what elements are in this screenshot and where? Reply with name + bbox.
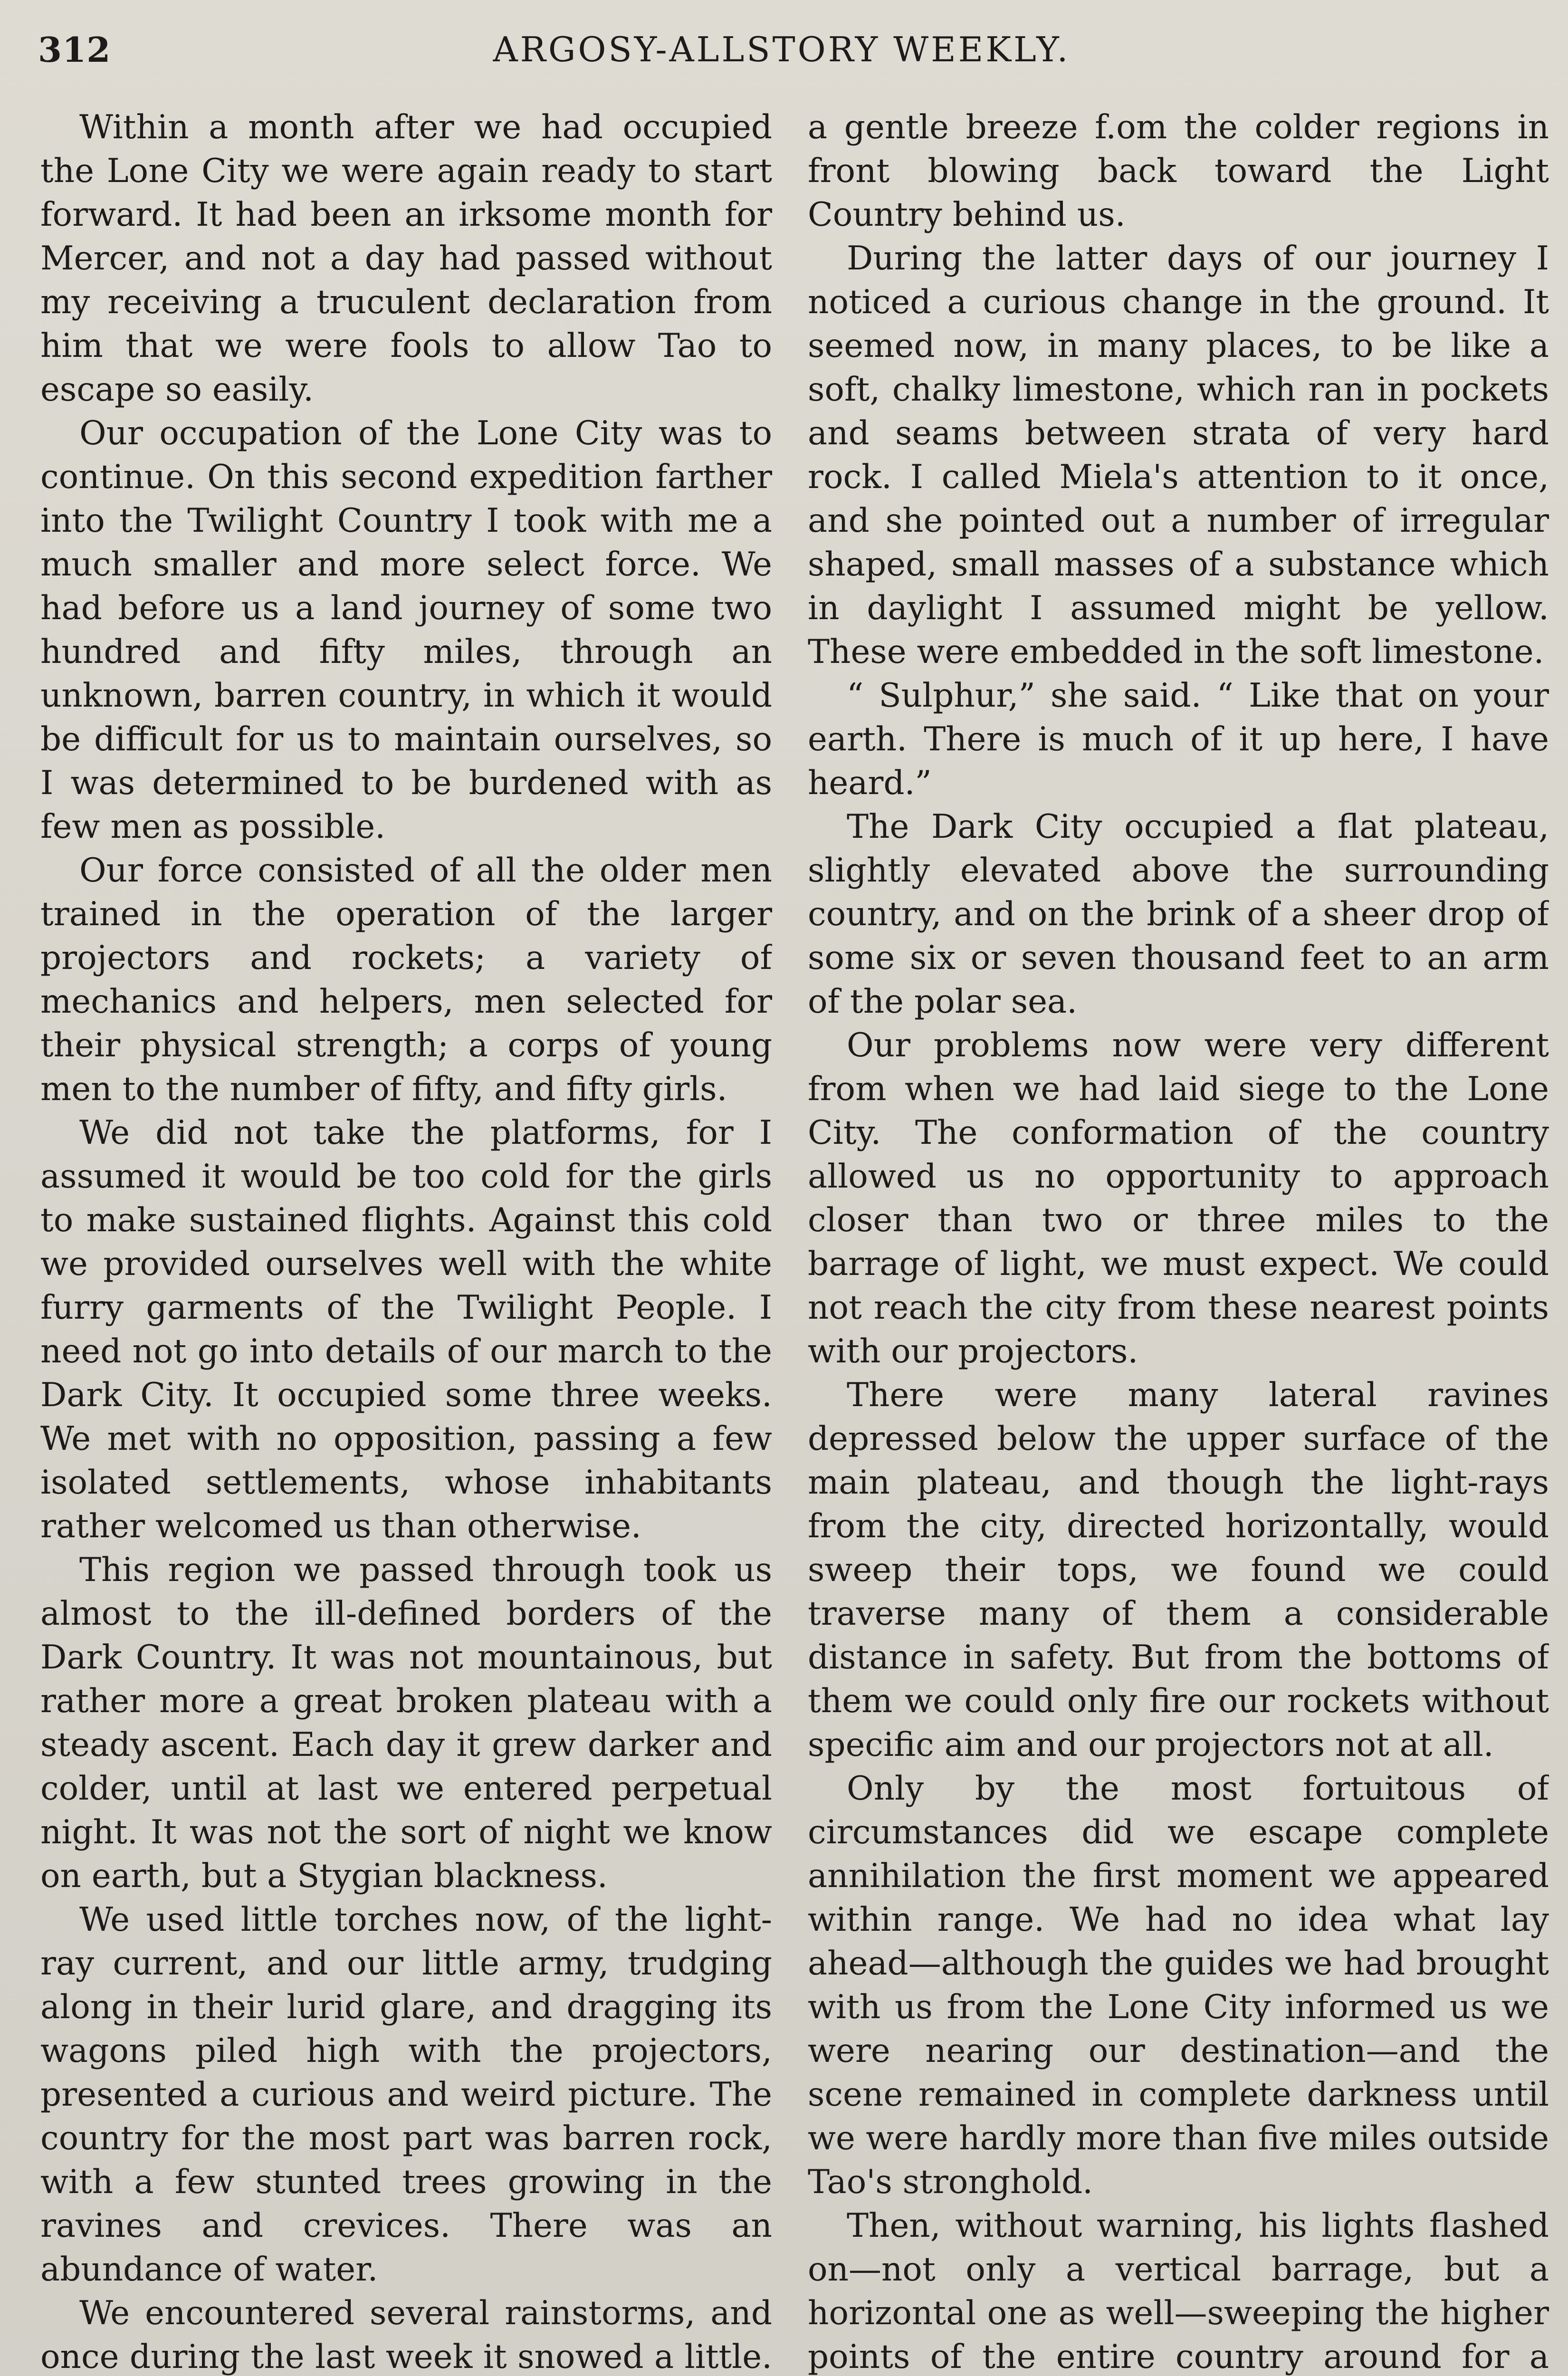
- paragraph: We did not take the platforms, for I assumed it would be too cold for the girls to make sustained flights. Against this cold we provided ourselves well with the white furry garments of the Twilight People. I need not go into details of our march to the Dark City. It occupied some three weeks. We met with no opposition, passing a few isolated settlements, whose inhabitants rather welcomed us than otherwise.: [40, 1114, 772, 1545]
- left-column: [40, 105, 772, 2376]
- right-column: [808, 105, 1549, 2376]
- paragraph: Then, without warning, his lights flashed on—not only a vertical barrage, but a horizontal one as well—sweeping the higher points of the entire country around for a: [808, 2207, 1549, 2376]
- page-number: 312: [38, 29, 111, 70]
- running-head: [33, 24, 1530, 81]
- paragraph: During the latter days of our journey I noticed a curious change in the ground. It seemed now, in many places, to be like a soft, chalky limestone, which ran in pockets and seams between strata of very hard rock. I called Miela's attention to it once, and she pointed out a number of irregular shaped, small masses of a substance which in daylight I assumed might be yellow. These were embedded in the soft limestone.: [808, 240, 1549, 671]
- paragraph: We encountered several rainstorms, and once during the last week it snowed a little.: [40, 2294, 772, 2376]
- paragraph: Our problems now were very different from when we had laid siege to the Lone City. The conformation of the country allowed us no opportunity to approach closer than two or three miles to the barrage of light, we must expect. We could not reach the city from these nearest points with our projectors.: [808, 1026, 1549, 1370]
- paragraph: Only by the most fortuitous of circumstances did we escape complete annihilation the first moment we appeared within range. We had no idea what lay ahead—although the guides we had brought with us from the Lone City informed us we were nearing our destination—and the scene remained in complete darkness until we were hardly more than five miles outside Tao's stronghold.: [808, 1770, 1549, 2201]
- paragraph: This region we passed through took us almost to the ill-defined borders of the Dark Country. It was not mountainous, but rather more a great broken plateau with a steady ascent. Each day it grew darker and colder, until at last we entered perpetual night. It was not the sort of night we know on earth, but a Stygian blackness.: [40, 1551, 772, 1895]
- paragraph: There were many lateral ravines depressed below the upper surface of the main plateau, and though the light-rays from the city, directed horizontally, would sweep their tops, we found we could traverse many of them a considerable distance in safety. But from the bottoms of them we could only fire our rockets without specific aim and our projectors not at all.: [808, 1376, 1549, 1764]
- paragraph-dialogue: “ Sulphur,” she said. “ Like that on your earth. There is much of it up here, I have heard.”: [808, 677, 1549, 802]
- paragraph: We used little torches now, of the light-ray current, and our little army, trudging along in their lurid glare, and dragging its wagons piled high with the projectors, presented a curious and weird picture. The country for the most part was barren rock, with a few stunted trees growing in the ravines and crevices. There was an abundance of water.: [40, 1901, 772, 2289]
- paragraph: Our force consisted of all the older men trained in the operation of the larger projectors and rockets; a variety of mechanics and helpers, men selected for their physical strength; a corps of young men to the number of fifty, and fifty girls.: [40, 852, 772, 1108]
- magazine-title: ARGOSY-ALLSTORY WEEKLY.: [493, 29, 1071, 69]
- paragraph: The Dark City occupied a flat plateau, slightly elevated above the surrounding country, and on the brink of a sheer drop of some six or seven thousand feet to an arm of the polar sea.: [808, 808, 1549, 1021]
- paragraph-continued: a gentle breeze f.om the colder regions in front blowing back toward the Light Country behind us.: [808, 108, 1549, 234]
- paragraph: Within a month after we had occupied the Lone City we were again ready to start forward. It had been an irksome month for Mercer, and not a day had passed without my receiving a truculent declaration from him that we were fools to allow Tao to escape so easily.: [40, 108, 772, 409]
- paragraph: Our occupation of the Lone City was to continue. On this second expedition farther into the Twilight Country I took with me a much smaller and more select force. We had before us a land journey of some two hundred and fifty miles, through an unknown, barren country, in which it would be difficult for us to maintain ourselves, so I was determined to be burdened with as few men as possible.: [40, 414, 772, 846]
